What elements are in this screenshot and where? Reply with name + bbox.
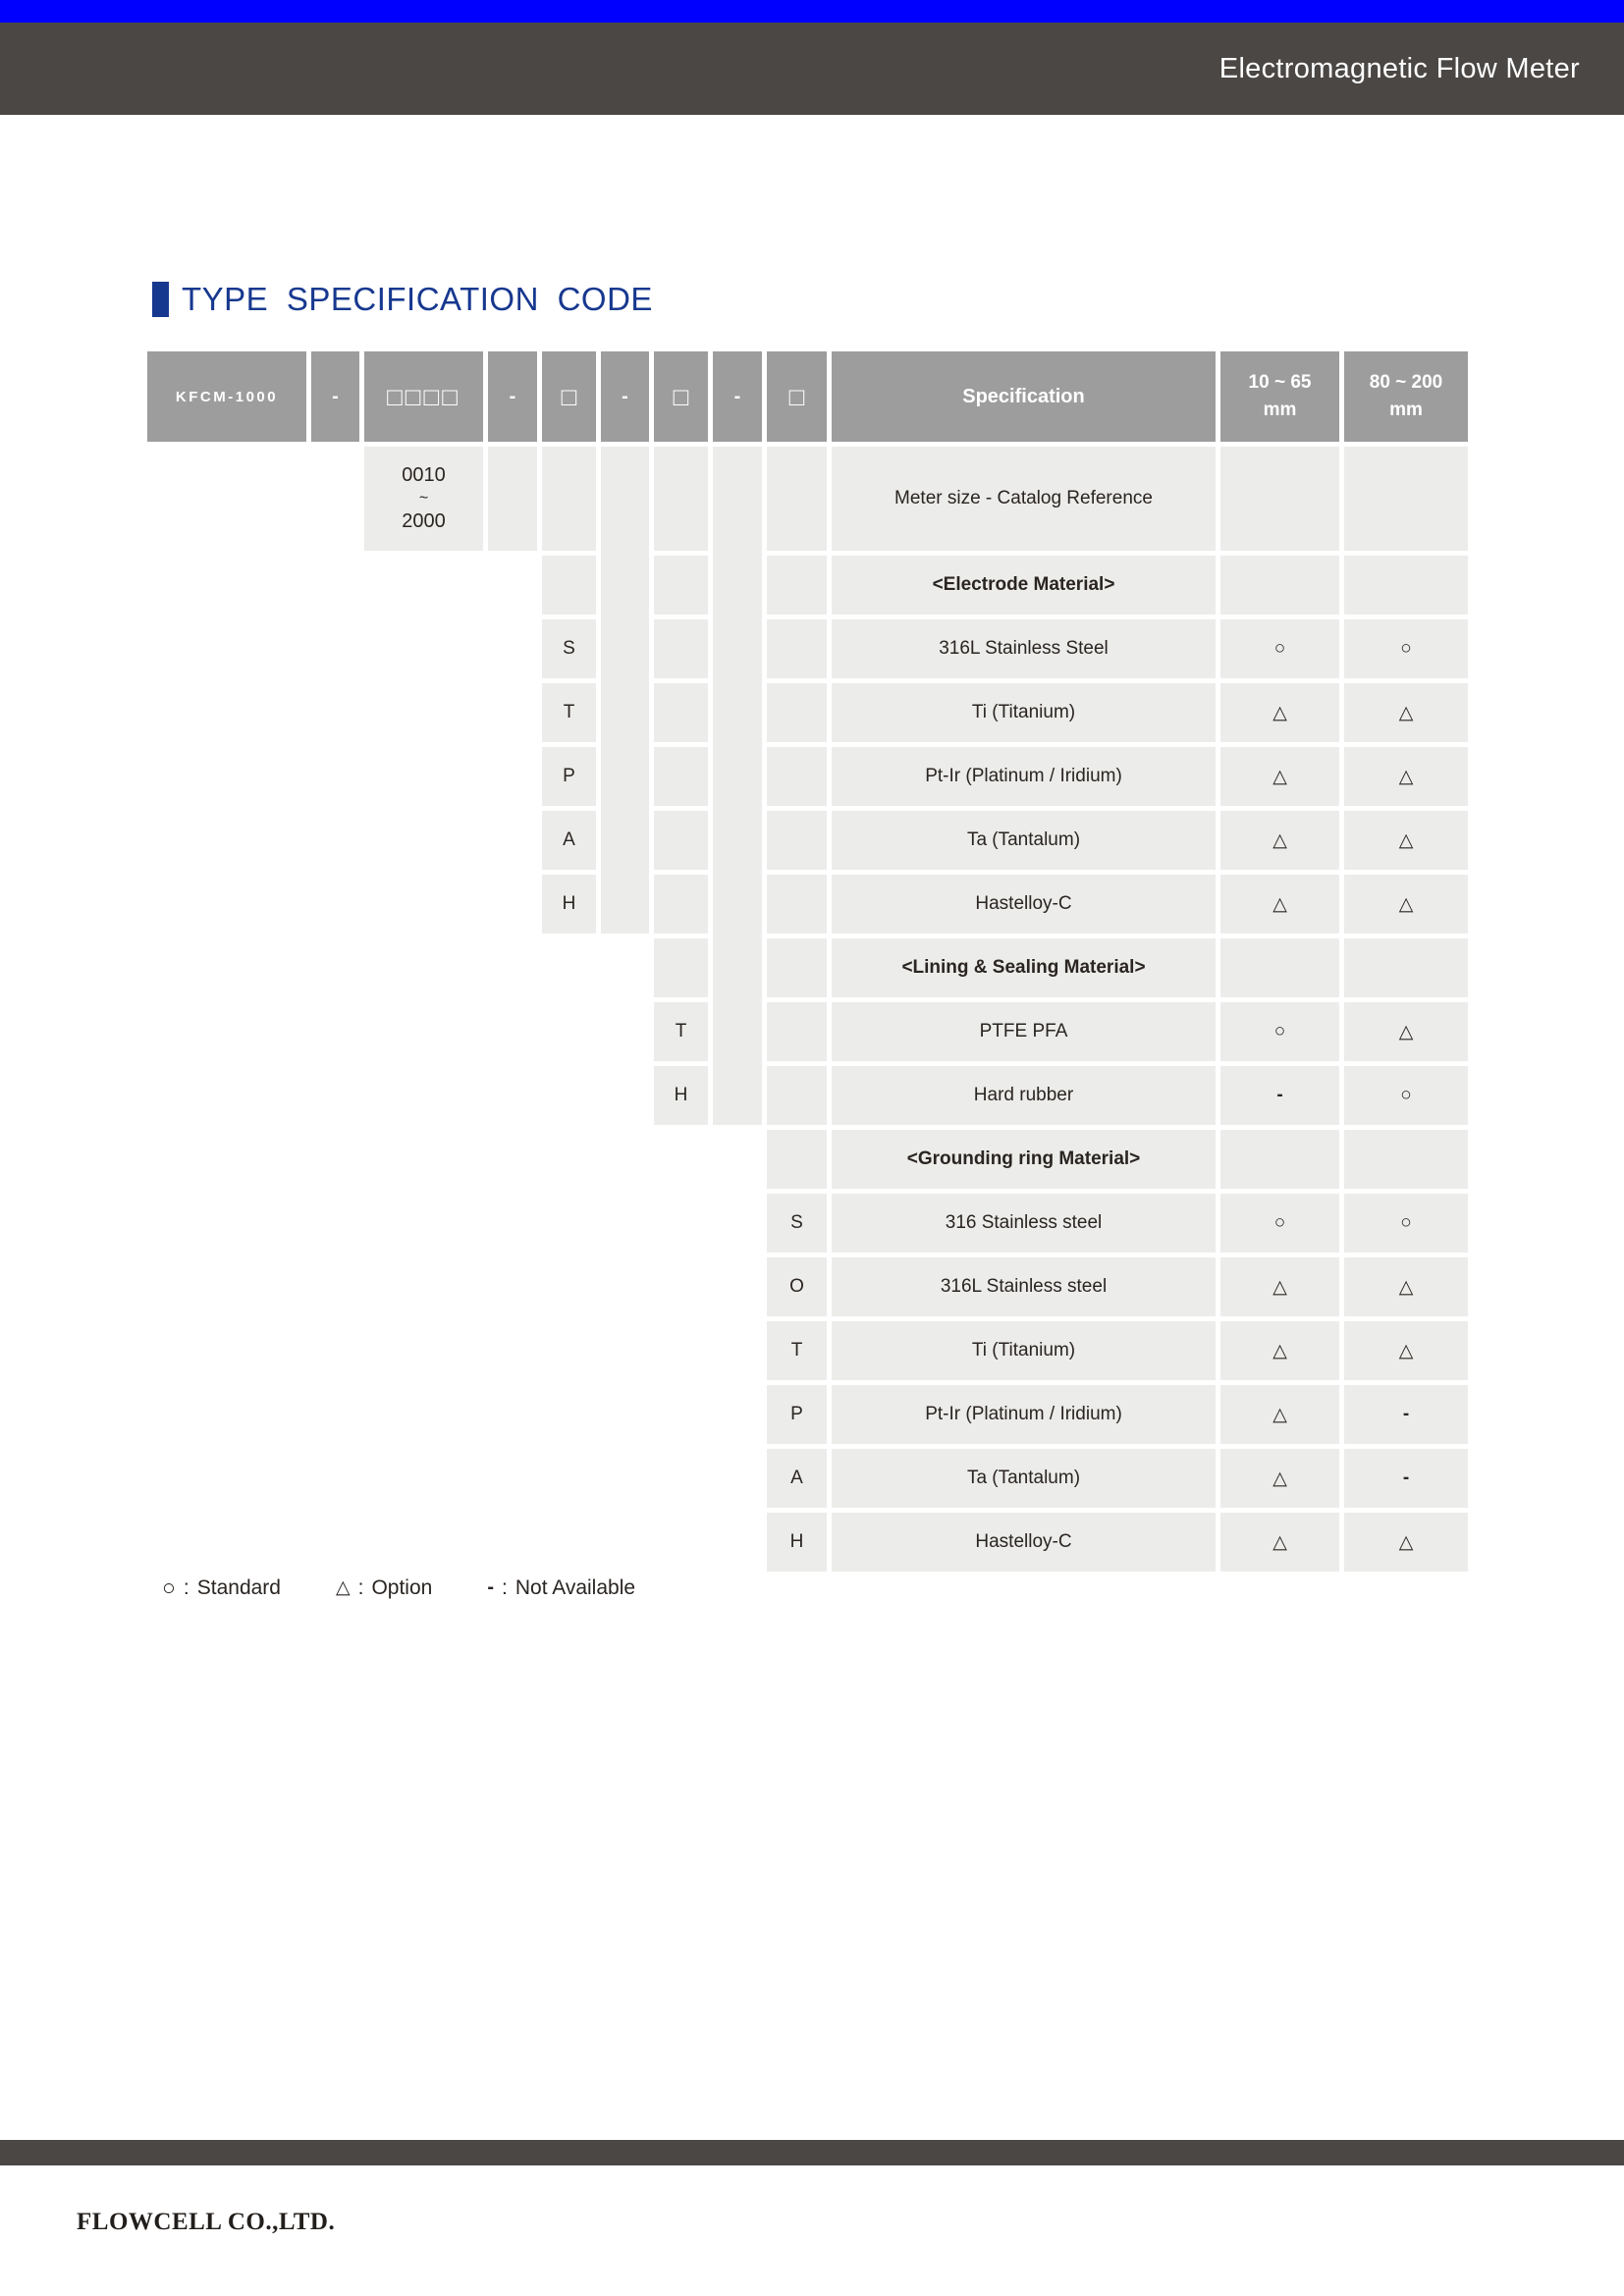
grounding-code-cell: A bbox=[767, 1449, 827, 1508]
separator-column-spacer bbox=[311, 447, 359, 1572]
lining-column-cell bbox=[654, 811, 708, 870]
section-title-text: TYPE SPECIFICATION CODE bbox=[182, 281, 653, 317]
legend-item bbox=[336, 1576, 432, 1600]
header-range-large bbox=[1344, 351, 1468, 442]
grounding-code-cell: T bbox=[767, 1321, 827, 1380]
grounding-code-cell: H bbox=[767, 1513, 827, 1572]
legend-colon: : bbox=[183, 1575, 189, 1599]
standard-circle-icon: ○ bbox=[162, 1575, 176, 1600]
availability-small-cell: ○ bbox=[1220, 1002, 1339, 1061]
availability-large-cell bbox=[1344, 556, 1468, 614]
size-code-line: 0010 bbox=[402, 464, 446, 487]
spacer-cell bbox=[364, 556, 483, 1572]
electrode-code-cell: S bbox=[542, 619, 596, 678]
specification-cell: Ta (Tantalum) bbox=[832, 811, 1216, 870]
specification-cell: Meter size - Catalog Reference bbox=[832, 447, 1216, 551]
lining-column-cell bbox=[654, 619, 708, 678]
availability-large-cell: △ bbox=[1344, 1257, 1468, 1316]
availability-large-cell: - bbox=[1344, 1449, 1468, 1508]
specification-cell: Ti (Titanium) bbox=[832, 1321, 1216, 1380]
header-specification: Specification bbox=[832, 351, 1216, 442]
lining-code-cell: H bbox=[654, 1066, 708, 1125]
electrode-code-cell: A bbox=[542, 811, 596, 870]
not-available-dash-icon: - bbox=[487, 1576, 494, 1598]
lining-code-cell: T bbox=[654, 1002, 708, 1061]
availability-small-cell bbox=[1220, 938, 1339, 997]
legend-label: Not Available bbox=[514, 1575, 636, 1599]
availability-small-cell: △ bbox=[1220, 1257, 1339, 1316]
specification-cell: PTFE PFA bbox=[832, 1002, 1216, 1061]
lining-column-cell bbox=[654, 683, 708, 742]
grounding-column-cell bbox=[767, 1002, 827, 1061]
section-header-cell: <Grounding ring Material> bbox=[832, 1130, 1216, 1189]
availability-small-cell: △ bbox=[1220, 811, 1339, 870]
specification-cell: Pt-Ir (Platinum / Iridium) bbox=[832, 1385, 1216, 1444]
availability-small-cell: △ bbox=[1220, 1449, 1339, 1508]
section-title bbox=[152, 279, 653, 320]
size-code-line: ~ bbox=[418, 490, 429, 507]
title-bullet-icon bbox=[152, 282, 169, 317]
header-separator: - bbox=[488, 351, 537, 442]
availability-large-cell: △ bbox=[1344, 811, 1468, 870]
range-small-line1: 10 ~ 65 bbox=[1248, 372, 1312, 394]
header-separator: - bbox=[311, 351, 359, 442]
legend-colon: : bbox=[502, 1575, 508, 1599]
electrode-code-cell: P bbox=[542, 747, 596, 806]
lining-band-cell bbox=[713, 447, 762, 1125]
availability-small-cell bbox=[1220, 447, 1339, 551]
header-separator: - bbox=[713, 351, 762, 442]
availability-large-cell: - bbox=[1344, 1385, 1468, 1444]
lining-column-cell bbox=[654, 556, 708, 614]
availability-small-cell: ○ bbox=[1220, 1194, 1339, 1253]
electrode-band-cell bbox=[601, 447, 649, 934]
availability-small-cell: △ bbox=[1220, 1513, 1339, 1572]
availability-large-cell: ○ bbox=[1344, 1194, 1468, 1253]
availability-large-cell bbox=[1344, 938, 1468, 997]
option-triangle-icon: △ bbox=[335, 1577, 351, 1598]
availability-large-cell: △ bbox=[1344, 875, 1468, 934]
availability-large-cell: △ bbox=[1344, 747, 1468, 806]
legend-label: Standard bbox=[196, 1575, 281, 1599]
grounding-column-cell bbox=[767, 683, 827, 742]
availability-small-cell bbox=[1220, 556, 1339, 614]
availability-small-cell: △ bbox=[1220, 1385, 1339, 1444]
grounding-column-cell bbox=[767, 1130, 827, 1189]
header-lining-box: □ bbox=[654, 351, 708, 442]
size-code-line: 2000 bbox=[402, 509, 446, 532]
type-specification-table bbox=[142, 347, 1473, 1576]
grounding-code-cell: O bbox=[767, 1257, 827, 1316]
range-large-line1: 80 ~ 200 bbox=[1369, 372, 1443, 394]
spacer-cell bbox=[601, 938, 649, 1572]
specification-cell: 316L Stainless steel bbox=[832, 1257, 1216, 1316]
table-body bbox=[147, 447, 1468, 1572]
page-header-title: Electromagnetic Flow Meter bbox=[1218, 52, 1580, 84]
availability-large-cell: △ bbox=[1344, 1002, 1468, 1061]
top-accent-bar bbox=[0, 0, 1624, 23]
size-dash-cell bbox=[488, 447, 537, 551]
grounding-code-cell: P bbox=[767, 1385, 827, 1444]
range-large-line2: mm bbox=[1389, 400, 1423, 420]
availability-small-cell: △ bbox=[1220, 683, 1339, 742]
availability-small-cell bbox=[1220, 1130, 1339, 1189]
availability-large-cell bbox=[1344, 447, 1468, 551]
page-header-bar bbox=[0, 23, 1624, 115]
symbol-legend bbox=[162, 1575, 690, 1601]
header-grounding-box: □ bbox=[767, 351, 827, 442]
company-name: FLOWCELL CO.,LTD. bbox=[77, 2209, 336, 2235]
table-row bbox=[147, 447, 1468, 551]
availability-small-cell: △ bbox=[1220, 875, 1339, 934]
legend-item bbox=[162, 1575, 281, 1601]
section-header-cell: <Electrode Material> bbox=[832, 556, 1216, 614]
lining-column-cell bbox=[654, 875, 708, 934]
availability-large-cell: △ bbox=[1344, 683, 1468, 742]
electrode-code-cell: T bbox=[542, 683, 596, 742]
grounding-column-cell bbox=[767, 1066, 827, 1125]
grounding-column-cell bbox=[767, 875, 827, 934]
legend-label: Option bbox=[371, 1575, 433, 1599]
spacer-cell bbox=[654, 1130, 708, 1572]
header-range-small bbox=[1220, 351, 1339, 442]
availability-large-cell: ○ bbox=[1344, 1066, 1468, 1125]
model-column-spacer bbox=[147, 447, 306, 1572]
lining-column-cell bbox=[654, 938, 708, 997]
lining-column-cell bbox=[654, 447, 708, 551]
grounding-column-cell bbox=[767, 747, 827, 806]
specification-cell: Ta (Tantalum) bbox=[832, 1449, 1216, 1508]
availability-small-cell: △ bbox=[1220, 1321, 1339, 1380]
availability-large-cell: △ bbox=[1344, 1321, 1468, 1380]
electrode-code-cell: H bbox=[542, 875, 596, 934]
size-code-cell bbox=[364, 447, 483, 551]
availability-large-cell: △ bbox=[1344, 1513, 1468, 1572]
grounding-code-cell: S bbox=[767, 1194, 827, 1253]
grounding-column-cell bbox=[767, 556, 827, 614]
specification-cell: Hastelloy-C bbox=[832, 1513, 1216, 1572]
electrode-column-cell bbox=[542, 556, 596, 614]
specification-cell: Ti (Titanium) bbox=[832, 683, 1216, 742]
specification-cell: Hastelloy-C bbox=[832, 875, 1216, 934]
header-model: KFCM-1000 bbox=[147, 351, 306, 442]
availability-small-cell: △ bbox=[1220, 747, 1339, 806]
availability-small-cell: ○ bbox=[1220, 619, 1339, 678]
legend-colon: : bbox=[357, 1575, 364, 1599]
grounding-column-cell bbox=[767, 938, 827, 997]
specification-cell: 316L Stainless Steel bbox=[832, 619, 1216, 678]
header-size-code-boxes: □□□□ bbox=[364, 351, 483, 442]
specification-cell: 316 Stainless steel bbox=[832, 1194, 1216, 1253]
grounding-column-cell bbox=[767, 447, 827, 551]
table-header bbox=[147, 351, 1468, 442]
availability-large-cell: ○ bbox=[1344, 619, 1468, 678]
availability-large-cell bbox=[1344, 1130, 1468, 1189]
spacer-cell bbox=[542, 938, 596, 1572]
grounding-column-cell bbox=[767, 619, 827, 678]
header-separator: - bbox=[601, 351, 649, 442]
spacer-cell bbox=[713, 1130, 762, 1572]
grounding-column-cell bbox=[767, 811, 827, 870]
spacer-cell bbox=[488, 556, 537, 1572]
electrode-column-cell bbox=[542, 447, 596, 551]
legend-item bbox=[487, 1576, 635, 1600]
lining-column-cell bbox=[654, 747, 708, 806]
section-header-cell: <Lining & Sealing Material> bbox=[832, 938, 1216, 997]
availability-small-cell: - bbox=[1220, 1066, 1339, 1125]
footer-accent-bar bbox=[0, 2140, 1624, 2165]
specification-cell: Pt-Ir (Platinum / Iridium) bbox=[832, 747, 1216, 806]
specification-cell: Hard rubber bbox=[832, 1066, 1216, 1125]
range-small-line2: mm bbox=[1263, 400, 1297, 420]
header-electrode-box: □ bbox=[542, 351, 596, 442]
